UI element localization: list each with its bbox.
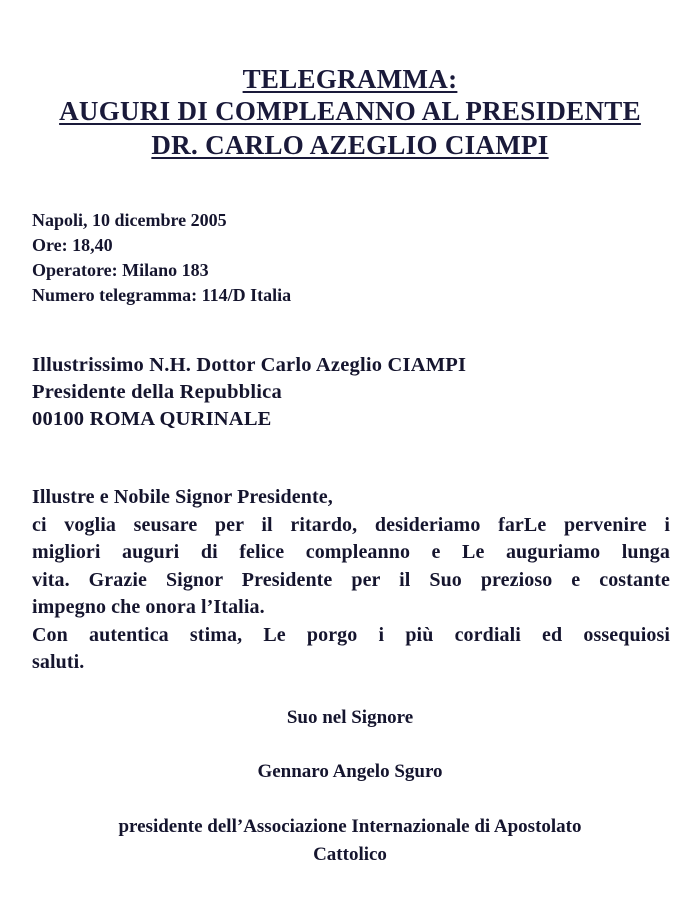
document-title: TELEGRAMMA:: [242, 64, 458, 94]
letter-line: saluti.: [32, 651, 85, 673]
letter-line: ci voglia seusare per il ritardo, desideriamo farLe pervenire i: [32, 513, 670, 536]
letter-line: migliori auguri di felice compleanno e Le auguriamo lunga: [32, 541, 670, 563]
closing-formula: Suo nel Signore: [286, 707, 414, 728]
letter-line: impegno che onora l’Italia.: [32, 596, 265, 618]
signatory-name: Gennaro Angelo Sguro: [257, 761, 443, 782]
signatory-role-line: Cattolico: [313, 844, 387, 865]
signatory-role-line: presidente dell’Associazione Internazionale di Apostolato: [118, 816, 582, 837]
recipient-address: [32, 352, 466, 433]
letter-salutation: Illustre e Nobile Signor Presidente,: [32, 486, 333, 508]
document-recipient-title: DR. CARLO AZEGLIO CIAMPI: [151, 130, 549, 160]
letter-line: vita. Grazie Signor Presidente per il Suo prezioso e costante: [32, 568, 670, 591]
recipient-name: Illustrissimo N.H. Dottor Carlo Azeglio CIAMPI: [32, 354, 467, 376]
letter-body: [32, 484, 670, 677]
recipient-office: Presidente della Repubblica: [32, 381, 282, 403]
telegram-operator: Operatore: Milano 183: [32, 260, 209, 280]
document-subtitle: AUGURI DI COMPLEANNO AL PRESIDENTE: [59, 96, 641, 126]
telegram-metadata: [32, 208, 291, 308]
telegram-number: Numero telegramma: 114/D Italia: [32, 285, 292, 305]
telegram-time: Ore: 18,40: [32, 235, 113, 255]
letter-line: Con autentica stima, Le porgo i più cordiali ed ossequiosi: [32, 623, 670, 646]
signatory-role: [0, 813, 700, 869]
telegram-date: Napoli, 10 dicembre 2005: [32, 210, 227, 230]
recipient-location: 00100 ROMA QURINALE: [32, 408, 272, 430]
